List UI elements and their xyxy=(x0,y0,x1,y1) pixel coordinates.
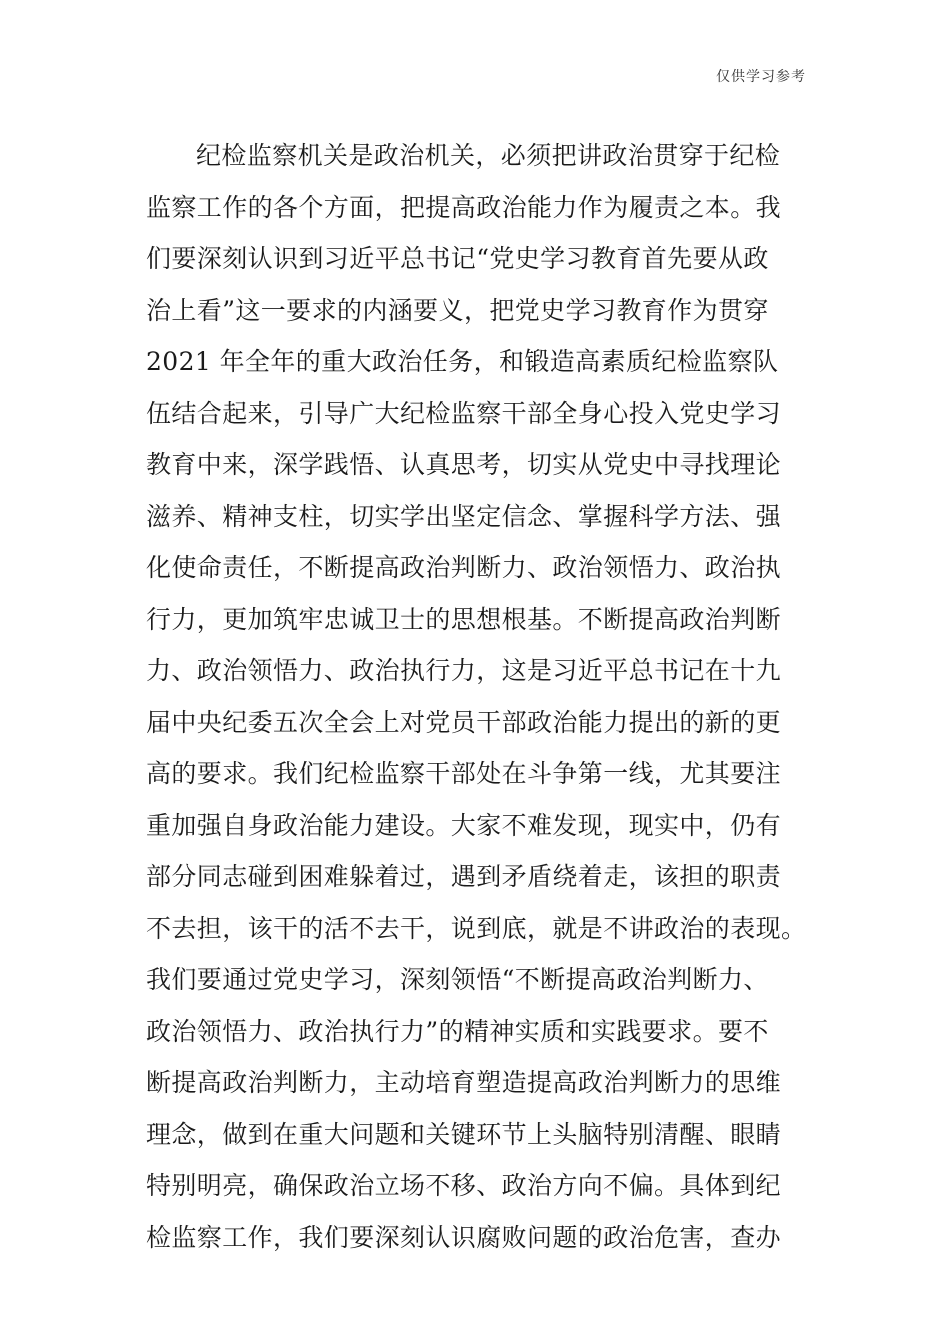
text-line: 重加强自身政治能力建设。大家不难发现，现实中，仍有 xyxy=(146,810,782,840)
header-note: 仅供学习参考 xyxy=(716,69,806,85)
text-line: 部分同志碰到困难躲着过，遇到矛盾绕着走，该担的职责 xyxy=(146,862,782,891)
text-line: 治上看”这一要求的内涵要义，把党史学习教育作为贯穿 xyxy=(146,295,769,325)
text-line: 特别明亮，确保政治立场不移、政治方向不偏。具体到纪 xyxy=(146,1171,782,1200)
text-line: 教育中来，深学践悟、认真思考，切实从党史中寻找理论 xyxy=(146,450,782,479)
text-line: 届中央纪委五次全会上对党员干部政治能力提出的新的更 xyxy=(146,707,782,737)
text-line: 断提高政治判断力，主动培育塑造提高政治判断力的思维 xyxy=(146,1068,782,1097)
text-line: 高的要求。我们纪检监察干部处在斗争第一线，尤其要注 xyxy=(146,759,782,788)
text-line: 监察工作的各个方面，把提高政治能力作为履责之本。我 xyxy=(146,192,782,222)
text-line: 力、政治领悟力、政治执行力，这是习近平总书记在十九 xyxy=(146,656,782,685)
text-line: 理念，做到在重大问题和关键环节上头脑特别清醒、眼睛 xyxy=(146,1119,782,1149)
text-line: 行力，更加筑牢忠诚卫士的思想根基。不断提高政治判断 xyxy=(146,604,782,634)
text-line: 们要深刻认识到习近平总书记“党史学习教育首先要从政 xyxy=(146,244,769,273)
text-line: 不去担，该干的活不去干，说到底，就是不讲政治的表现。 xyxy=(146,913,807,943)
text-line: 我们要通过党史学习，深刻领悟“不断提高政治判断力、 xyxy=(146,965,769,994)
text-line: 伍结合起来，引导广大纪检监察干部全身心投入党史学习 xyxy=(146,398,782,428)
document-body xyxy=(146,130,816,1263)
text-line: 纪检监察机关是政治机关，必须把讲政治贯穿于纪检 xyxy=(196,141,781,170)
text-line: 政治领悟力、政治执行力”的精神实质和实践要求。要不 xyxy=(146,1016,769,1046)
text-line: 2021 年全年的重大政治任务，和锻造高素质纪检监察队 xyxy=(146,347,779,376)
text-line: 化使命责任，不断提高政治判断力、政治领悟力、政治执 xyxy=(146,553,782,582)
text-line: 滋养、精神支柱，切实学出坚定信念、掌握科学方法、强 xyxy=(146,501,782,531)
text-line: 检监察工作，我们要深刻认识腐败问题的政治危害，查办 xyxy=(146,1222,782,1252)
